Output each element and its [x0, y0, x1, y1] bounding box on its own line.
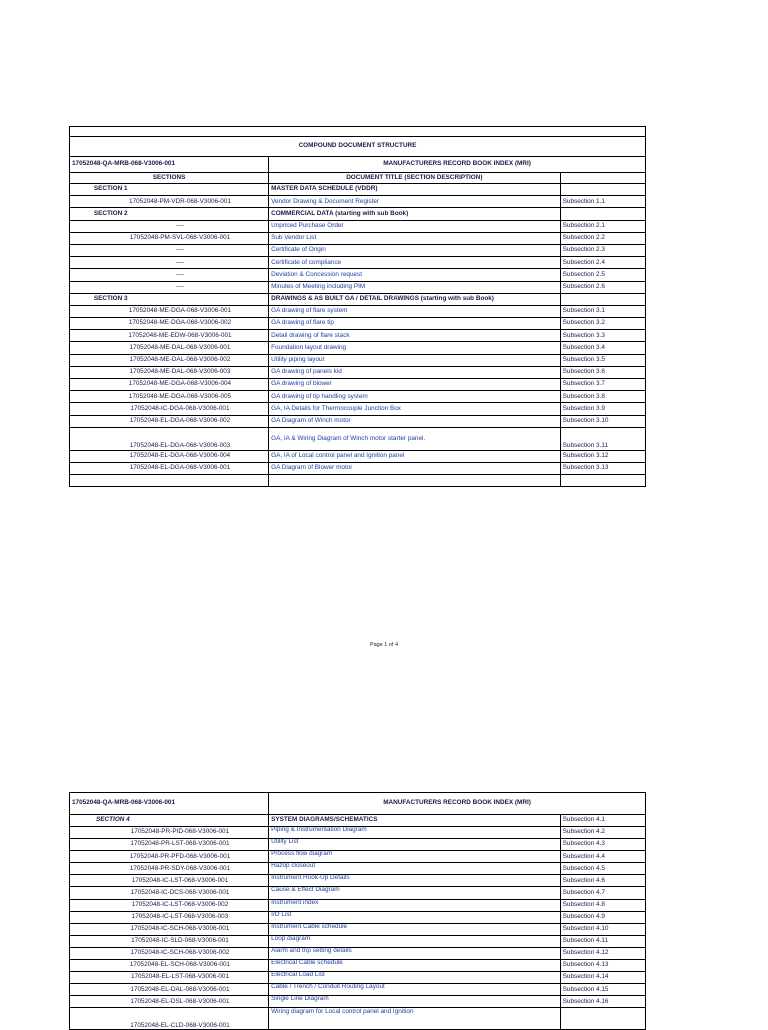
document-title: Piping & Instrumentation Diagram	[269, 827, 561, 839]
document-number: 17052048-EL-DGA-068-V3006-001	[92, 462, 269, 474]
document-number: 17052048-PR-LST-068-V3006-001	[92, 839, 269, 851]
subsection-number: Subsection 3.11	[560, 427, 645, 450]
subsection-number: Subsection 4.5	[560, 863, 645, 875]
subsection-number: Subsection 4.3	[560, 839, 645, 851]
document-row	[70, 366, 646, 378]
document-row	[70, 887, 646, 899]
subsection-number: Subsection 4.13	[560, 960, 645, 972]
document-row	[70, 318, 646, 330]
row-spacer	[70, 305, 92, 317]
document-number: 17052048-ME-DAL-068-V3006-003	[92, 366, 269, 378]
row-spacer	[70, 232, 92, 244]
document-row	[70, 839, 646, 851]
subsection-number: Subsection 3.2	[560, 318, 645, 330]
subsection-number: Subsection 4.2	[560, 827, 645, 839]
document-number: ----	[92, 281, 269, 293]
subsection-number: Subsection 4.7	[560, 887, 645, 899]
section-row	[70, 184, 646, 196]
document-title-column-header: DOCUMENT TITLE (SECTION DESCRIPTION)	[269, 173, 561, 184]
subsection-number: Subsection 2.2	[560, 232, 645, 244]
document-number: ----	[92, 244, 269, 256]
subsection-number	[560, 1008, 645, 1030]
document-row	[70, 935, 646, 947]
subsection-number: Subsection 3.10	[560, 415, 645, 427]
subsection-number: Subsection 3.9	[560, 403, 645, 415]
section-spacer	[70, 293, 92, 305]
end-cell	[92, 475, 269, 487]
row-spacer	[70, 450, 92, 462]
document-title: GA drawing of flare tip	[269, 318, 561, 330]
document-title: Vendor Drawing & Document Register	[269, 196, 561, 208]
section-title: MASTER DATA SCHEDULE (VDDR)	[269, 184, 561, 196]
document-number: 17052048-ME-DGA-068-V3006-002	[92, 318, 269, 330]
section-subsection-empty	[560, 208, 645, 220]
subsection-number: Subsection 4.4	[560, 851, 645, 863]
document-number: 17052048-PM-VDR-068-V3006-001	[92, 196, 269, 208]
document-row	[70, 196, 646, 208]
document-title: GA, IA of Local control panel and Ignition panel	[269, 450, 561, 462]
document-row	[70, 863, 646, 875]
row-spacer	[70, 887, 92, 899]
row-spacer	[70, 318, 92, 330]
row-spacer	[70, 257, 92, 269]
document-row	[70, 427, 646, 450]
row-spacer	[70, 839, 92, 851]
section-title: COMMERCIAL DATA (starting with sub Book)	[269, 208, 561, 220]
document-title: GA, IA Details for Thermocouple Junction Box	[269, 403, 561, 415]
page-footer: Page 1 of 4	[369, 642, 399, 648]
document-number: 17052048-EL-DGA-068-V3006-003	[92, 427, 269, 450]
row-spacer	[70, 972, 92, 984]
section-row	[70, 293, 646, 305]
document-title: Process flow diagram	[269, 851, 561, 863]
row-spacer	[70, 330, 92, 342]
section-subsection-empty	[560, 184, 645, 196]
subsection-number: Subsection 3.4	[560, 342, 645, 354]
document-title: Cable / Trench / Conduit Routing Layout	[269, 984, 561, 996]
document-number: 17052048-PM-SVL-068-V3006-001	[92, 232, 269, 244]
sections-column-header: SECTIONS	[70, 173, 269, 184]
document-row	[70, 281, 646, 293]
row-spacer	[70, 379, 92, 391]
subsection-number: Subsection 3.1	[560, 305, 645, 317]
document-number: 17052048-EL-LST-068-V3006-001	[92, 972, 269, 984]
document-title: Instrument index	[269, 899, 561, 911]
subsection-number: Subsection 2.5	[560, 269, 645, 281]
document-number: 17052048-ME-EDW-068-V3006-001	[92, 330, 269, 342]
document-title: GA drawing of panels kid	[269, 366, 561, 378]
document-row	[70, 220, 646, 232]
subsection-number: Subsection 3.6	[560, 366, 645, 378]
row-spacer	[70, 196, 92, 208]
document-row	[70, 379, 646, 391]
document-title: Utility piping layout	[269, 354, 561, 366]
document-title: GA drawing of tip handling system	[269, 391, 561, 403]
subsection-number: Subsection 3.5	[560, 354, 645, 366]
document-row	[70, 257, 646, 269]
document-title: GA Diagram of Winch motor	[269, 415, 561, 427]
document-title: Certificate of compliance	[269, 257, 561, 269]
row-spacer	[70, 403, 92, 415]
subsection-column-header	[560, 173, 645, 184]
subsection-number: Subsection 2.1	[560, 220, 645, 232]
document-number: 17052048-EL-DGA-068-V3006-004	[92, 450, 269, 462]
document-row	[70, 899, 646, 911]
row-spacer	[70, 875, 92, 887]
subsection-number: Subsection 3.3	[560, 330, 645, 342]
row-spacer	[70, 366, 92, 378]
document-number: 17052048-IC-SCH-068-V3006-002	[92, 947, 269, 959]
section-4-title: SYSTEM DIAGRAMS/SCHEMATICS	[269, 815, 561, 827]
row-spacer	[70, 923, 92, 935]
document-row	[70, 244, 646, 256]
document-number: 17052048-EL-DAL-068-V3006-001	[92, 984, 269, 996]
document-row	[70, 972, 646, 984]
document-title: Electrical Cable schedule	[269, 960, 561, 972]
section-4-label: SECTION 4	[70, 815, 269, 827]
row-spacer	[70, 947, 92, 959]
document-title: Deviation & Concession request	[269, 269, 561, 281]
document-number: ----	[92, 220, 269, 232]
mrb-document-number: 17052048-QA-MRB-068-V3006-001	[70, 157, 269, 173]
document-number: 17052048-ME-DAL-068-V3006-001	[92, 342, 269, 354]
document-number: 17052048-EL-SCH-068-V3006-001	[92, 960, 269, 972]
document-number: 17052048-IC-SCH-068-V3006-001	[92, 923, 269, 935]
document-row	[70, 450, 646, 462]
document-title: Hazop closeout	[269, 863, 561, 875]
document-title: Electrical Load List	[269, 972, 561, 984]
document-title: GA, IA & Wiring Diagram of Winch motor starter panel.	[269, 427, 561, 450]
document-title: Alarm and trip setting details	[269, 947, 561, 959]
section-title: DRAWINGS & AS BUILT GA / DETAIL DRAWINGS (starting with sub Book)	[269, 293, 561, 305]
document-number: 17052048-PR-SDY-068-V3006-001	[92, 863, 269, 875]
document-row	[70, 851, 646, 863]
document-title: I/O List	[269, 911, 561, 923]
row-spacer	[70, 827, 92, 839]
row-spacer	[70, 415, 92, 427]
row-spacer	[70, 354, 92, 366]
document-number: 17052048-IC-DGA-068-V3006-001	[92, 403, 269, 415]
document-number: 17052048-ME-DAL-068-V3006-002	[92, 354, 269, 366]
document-number: 17052048-EL-DSL-068-V3006-001	[92, 996, 269, 1008]
row-spacer	[70, 984, 92, 996]
document-row	[70, 462, 646, 474]
row-spacer	[70, 427, 92, 450]
subsection-number: Subsection 4.16	[560, 996, 645, 1008]
document-row	[70, 984, 646, 996]
document-number: 17052048-IC-LST-068-V3006-002	[92, 899, 269, 911]
top-spacer-row	[70, 127, 646, 137]
document-title: Detail drawing of flare stack	[269, 330, 561, 342]
section-label: SECTION 3	[92, 293, 269, 305]
document-title: Single Line Diagram	[269, 996, 561, 1008]
document-number: 17052048-EL-CLD-068-V3006-001	[92, 1008, 269, 1030]
row-spacer	[70, 863, 92, 875]
document-row	[70, 923, 646, 935]
document-number: 17052048-ME-DGA-068-V3006-004	[92, 379, 269, 391]
row-spacer	[70, 391, 92, 403]
document-title: Instrument Hook-Up Details	[269, 875, 561, 887]
section-spacer	[70, 208, 92, 220]
document-title: GA drawing of flare system	[269, 305, 561, 317]
document-number: 17052048-IC-LST-068-V3006-001	[92, 875, 269, 887]
end-spacer	[70, 475, 92, 487]
section-spacer	[70, 184, 92, 196]
section-subsection-empty	[560, 293, 645, 305]
subsection-number: Subsection 4.6	[560, 875, 645, 887]
document-number: 17052048-IC-DCS-068-V3006-001	[92, 887, 269, 899]
document-row	[70, 305, 646, 317]
document-row	[70, 996, 646, 1008]
document-number: 17052048-ME-DGA-068-V3006-005	[92, 391, 269, 403]
document-row	[70, 827, 646, 839]
subsection-number: Subsection 4.9	[560, 911, 645, 923]
subsection-number: Subsection 2.4	[560, 257, 645, 269]
document-title: Loop diagram	[269, 935, 561, 947]
document-row	[70, 232, 646, 244]
document-row	[70, 415, 646, 427]
document-number: ----	[92, 269, 269, 281]
document-title: Unpriced Purchase Order	[269, 220, 561, 232]
document-number: 17052048-IC-LST-068-V3006-003	[92, 911, 269, 923]
document-row	[70, 960, 646, 972]
document-title: Minutes of Meeting including PIM	[269, 281, 561, 293]
document-number: 17052048-ME-DGA-068-V3006-001	[92, 305, 269, 317]
document-title: Utility List	[269, 839, 561, 851]
document-title: Certificate of Origin	[269, 244, 561, 256]
document-row	[70, 1008, 646, 1030]
end-cell	[560, 475, 645, 487]
subsection-number: Subsection 4.11	[560, 935, 645, 947]
subsection-number: Subsection 3.7	[560, 379, 645, 391]
document-title: Wiring diagram for Local control panel and Ignition	[269, 1008, 561, 1030]
mri-table-page-1	[69, 126, 646, 487]
compound-document-heading: COMPOUND DOCUMENT STRUCTURE	[70, 137, 646, 157]
end-cell	[269, 475, 561, 487]
row-spacer	[70, 899, 92, 911]
subsection-number: Subsection 4.14	[560, 972, 645, 984]
row-spacer	[70, 996, 92, 1008]
document-title: GA Diagram of Blower motor	[269, 462, 561, 474]
document-title: Cause & Effect Diagram	[269, 887, 561, 899]
subsection-number: Subsection 4.10	[560, 923, 645, 935]
document-row	[70, 947, 646, 959]
table-end-row	[70, 475, 646, 487]
document-row	[70, 342, 646, 354]
row-spacer	[70, 935, 92, 947]
row-spacer	[70, 281, 92, 293]
section-row	[70, 208, 646, 220]
document-row	[70, 330, 646, 342]
subsection-number: Subsection 4.8	[560, 899, 645, 911]
document-number: ----	[92, 257, 269, 269]
document-number: 17052048-EL-DGA-068-V3006-002	[92, 415, 269, 427]
subsection-number: Subsection 3.13	[560, 462, 645, 474]
subsection-number: Subsection 1.1	[560, 196, 645, 208]
row-spacer	[70, 1008, 92, 1030]
row-spacer	[70, 462, 92, 474]
document-row	[70, 911, 646, 923]
document-row	[70, 875, 646, 887]
subsection-number: Subsection 3.12	[560, 450, 645, 462]
section-label: SECTION 1	[92, 184, 269, 196]
document-number: 17052048-IC-SLD-068-V3006-001	[92, 935, 269, 947]
row-spacer	[70, 960, 92, 972]
row-spacer	[70, 342, 92, 354]
document-row	[70, 269, 646, 281]
row-spacer	[70, 269, 92, 281]
document-title: Sub Vendor List	[269, 232, 561, 244]
section-4-subsection: Subsection 4.1	[560, 815, 645, 827]
row-spacer	[70, 220, 92, 232]
subsection-number: Subsection 4.12	[560, 947, 645, 959]
document-row	[70, 391, 646, 403]
row-spacer	[70, 244, 92, 256]
subsection-number: Subsection 2.3	[560, 244, 645, 256]
mrb-title: MANUFACTURERS RECORD BOOK INDEX (MRI)	[269, 157, 646, 173]
mri-table-page-2	[69, 792, 646, 1030]
document-number: 17052048-PR-PFD-068-V3006-001	[92, 851, 269, 863]
subsection-number: Subsection 3.8	[560, 391, 645, 403]
document-title: GA drawing of blower	[269, 379, 561, 391]
document-number: 17052048-PR-PID-068-V3006-001	[92, 827, 269, 839]
document-title: Instrument Cable schedule	[269, 923, 561, 935]
document-row	[70, 354, 646, 366]
mrb-title-p2: MANUFACTURERS RECORD BOOK INDEX (MRI)	[269, 793, 646, 815]
mrb-document-number-p2: 17052048-QA-MRB-068-V3006-001	[70, 793, 269, 815]
subsection-number: Subsection 2.6	[560, 281, 645, 293]
section-label: SECTION 2	[92, 208, 269, 220]
document-title: Foundation layout drawing	[269, 342, 561, 354]
document-row	[70, 403, 646, 415]
row-spacer	[70, 911, 92, 923]
row-spacer	[70, 851, 92, 863]
subsection-number: Subsection 4.15	[560, 984, 645, 996]
